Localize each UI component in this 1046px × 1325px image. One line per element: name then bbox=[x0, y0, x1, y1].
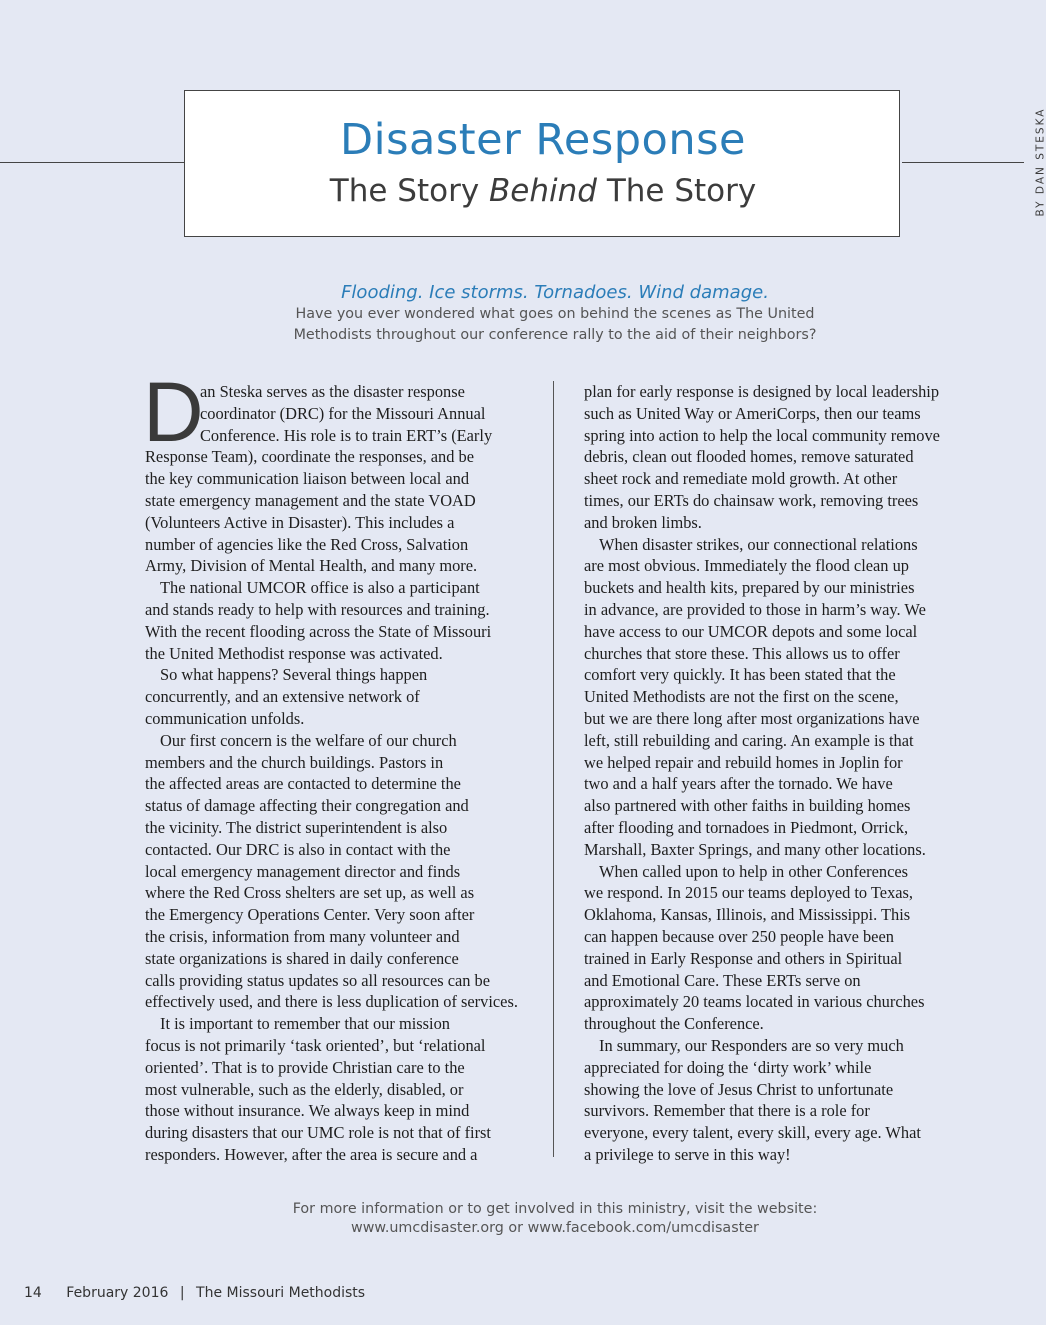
article-line: sheet rock and remediate mold growth. At other bbox=[584, 469, 898, 489]
article-line: Oklahoma, Kansas, Illinois, and Mississippi. This bbox=[584, 905, 911, 925]
article-line: most vulnerable, such as the elderly, disabled, or bbox=[145, 1079, 464, 1099]
intro-line: Have you ever wondered what goes on behind the scenes as The United bbox=[295, 306, 815, 322]
issue-date: February 2016 bbox=[66, 1285, 169, 1301]
article-line: oriented’. That is to provide Christian care to the bbox=[145, 1057, 465, 1077]
header-rule-right bbox=[902, 162, 1024, 163]
article-line: such as United Way or AmeriCorps, then our teams bbox=[584, 403, 921, 423]
page-number: 14 bbox=[24, 1285, 42, 1301]
article-line: debris, clean out flooded homes, remove saturated bbox=[584, 447, 914, 467]
article-line: (Volunteers Active in Disaster). This includes a bbox=[145, 512, 455, 532]
article-line: Army, Division of Mental Health, and many more. bbox=[145, 556, 478, 576]
article-line: Response Team), coordinate the responses, and be bbox=[145, 447, 474, 467]
intro-lead: Flooding. Ice storms. Tornadoes. Wind damage. bbox=[341, 282, 769, 303]
title-box bbox=[184, 90, 1046, 237]
article-line: trained in Early Response and others in Spiritual bbox=[584, 948, 903, 968]
article-line: So what happens? Several things happen bbox=[160, 665, 428, 685]
header-rule-left bbox=[0, 162, 184, 163]
article-line: local emergency management director and finds bbox=[145, 861, 461, 881]
article-line: members and the church buildings. Pastors in bbox=[145, 752, 444, 772]
article-line: status of damage affecting their congregation and bbox=[145, 796, 469, 816]
byline: BY DAN STESKA bbox=[1034, 107, 1046, 217]
article-line: the key communication liaison between local and bbox=[145, 469, 470, 489]
article-line: throughout the Conference. bbox=[584, 1014, 764, 1034]
article-line: the United Methodist response was activated. bbox=[145, 643, 443, 663]
article-line: times, our ERTs do chainsaw work, removing trees bbox=[584, 490, 919, 510]
more-info-text: For more information or to get involved in this ministry, visit the website: bbox=[292, 1201, 818, 1217]
subtitle-emphasis: Behind bbox=[489, 173, 597, 209]
article-line: but we are there long after most organizations have bbox=[584, 708, 920, 728]
more-info-links: www.umcdisaster.org or www.facebook.com/umcdisaster bbox=[351, 1220, 759, 1236]
column-divider bbox=[553, 381, 554, 1157]
article-line: coordinator (DRC) for the Missouri Annual bbox=[200, 403, 486, 423]
article-line: and stands ready to help with resources and training. bbox=[145, 599, 490, 619]
article-line: the affected areas are contacted to determine the bbox=[145, 774, 461, 794]
article-line: United Methodists are not the first on the scene, bbox=[584, 687, 899, 707]
article-line: number of agencies like the Red Cross, Salvation bbox=[145, 534, 469, 554]
article-line: a privilege to serve in this way! bbox=[584, 1144, 791, 1164]
article-line: the Emergency Operations Center. Very soon after bbox=[145, 905, 475, 925]
article-line: also partnered with other faiths in building homes bbox=[584, 796, 911, 816]
article-line: approximately 20 teams located in various churches bbox=[584, 992, 925, 1012]
article-line: can happen because over 250 people have been bbox=[584, 926, 894, 946]
article-line: In summary, our Responders are so very much bbox=[599, 1035, 904, 1055]
article-subtitle bbox=[185, 173, 901, 209]
intro-line: Methodists throughout our conference rally to the aid of their neighbors? bbox=[293, 327, 817, 343]
article-line: churches that store these. This allows us to offer bbox=[584, 643, 900, 663]
article-line: two and a half years after the tornado. We have bbox=[584, 774, 893, 794]
article-line: an Steska serves as the disaster response bbox=[200, 382, 465, 401]
article-line: appreciated for doing the ‘dirty work’ while bbox=[584, 1057, 872, 1077]
article-line: effectively used, and there is less duplication of services. bbox=[145, 992, 518, 1012]
more-info bbox=[200, 1200, 910, 1238]
page-footer bbox=[24, 1285, 365, 1301]
article-line: we helped repair and rebuild homes in Joplin for bbox=[584, 752, 903, 772]
article-line: comfort very quickly. It has been stated that the bbox=[584, 665, 896, 685]
footer-separator: | bbox=[179, 1285, 185, 1301]
article-line: Our first concern is the welfare of our church bbox=[160, 730, 457, 750]
article-line: communication unfolds. bbox=[145, 708, 305, 728]
article-line: showing the love of Jesus Christ to unfortunate bbox=[584, 1079, 894, 1099]
article-line: When called upon to help in other Conferences bbox=[599, 861, 909, 881]
article-line: the crisis, information from many volunteer and bbox=[145, 926, 460, 946]
article-line: after flooding and tornadoes in Piedmont, Orrick, bbox=[584, 817, 909, 837]
article-line: left, still rebuilding and caring. An example is that bbox=[584, 730, 914, 750]
article-line: and broken limbs. bbox=[584, 512, 702, 532]
article-line: those without insurance. We always keep in mind bbox=[145, 1101, 470, 1121]
article-title: Disaster Response bbox=[340, 115, 746, 165]
right-column bbox=[584, 381, 1014, 1166]
article-line: state emergency management and the state VOAD bbox=[145, 490, 476, 510]
article-line: buckets and health kits, prepared by our ministries bbox=[584, 578, 915, 598]
article-line: spring into action to help the local community remove bbox=[584, 425, 940, 445]
article-line: concurrently, and an extensive network of bbox=[145, 687, 420, 707]
article-line: in advance, are provided to those in harm’s way. We bbox=[584, 599, 926, 619]
article-line: we respond. In 2015 our teams deployed to Texas, bbox=[584, 883, 914, 903]
article-line: have access to our UMCOR depots and some local bbox=[584, 621, 918, 641]
article-line: state organizations is shared in daily conference bbox=[145, 948, 459, 968]
article-line: focus is not primarily ‘task oriented’, but ‘relational bbox=[145, 1035, 486, 1055]
intro-body bbox=[200, 304, 910, 346]
article-line: contacted. Our DRC is also in contact with the bbox=[145, 839, 451, 859]
article-line: Conference. His role is to train ERT’s (Early bbox=[200, 425, 493, 445]
article-line: everyone, every talent, every skill, every age. What bbox=[584, 1123, 921, 1143]
article-line: survivors. Remember that there is a role for bbox=[584, 1101, 870, 1121]
drop-cap: D bbox=[143, 365, 204, 459]
article-line: With the recent flooding across the State of Missouri bbox=[145, 621, 492, 641]
article-line: plan for early response is designed by local leadership bbox=[584, 382, 940, 401]
article-line: responders. However, after the area is secure and a bbox=[145, 1144, 478, 1164]
article-line: during disasters that our UMC role is not that of first bbox=[145, 1123, 491, 1143]
article-line: When disaster strikes, our connectional relations bbox=[599, 534, 918, 554]
article-line: Marshall, Baxter Springs, and many other locations. bbox=[584, 839, 926, 859]
article-line: The national UMCOR office is also a participant bbox=[160, 578, 480, 598]
article-line: where the Red Cross shelters are set up, as well as bbox=[145, 883, 475, 903]
subtitle-part-2: The Story bbox=[596, 173, 757, 209]
publication-name: The Missouri Methodists bbox=[196, 1285, 366, 1301]
left-column bbox=[145, 381, 545, 1166]
article-line: are most obvious. Immediately the flood clean up bbox=[584, 556, 909, 576]
subtitle-part-1: The Story bbox=[329, 173, 490, 209]
article-line: the vicinity. The district superintendent is also bbox=[145, 817, 448, 837]
article-line: calls providing status updates so all resources can be bbox=[145, 970, 491, 990]
article-line: and Emotional Care. These ERTs serve on bbox=[584, 970, 861, 990]
article-line: It is important to remember that our mission bbox=[160, 1014, 450, 1034]
